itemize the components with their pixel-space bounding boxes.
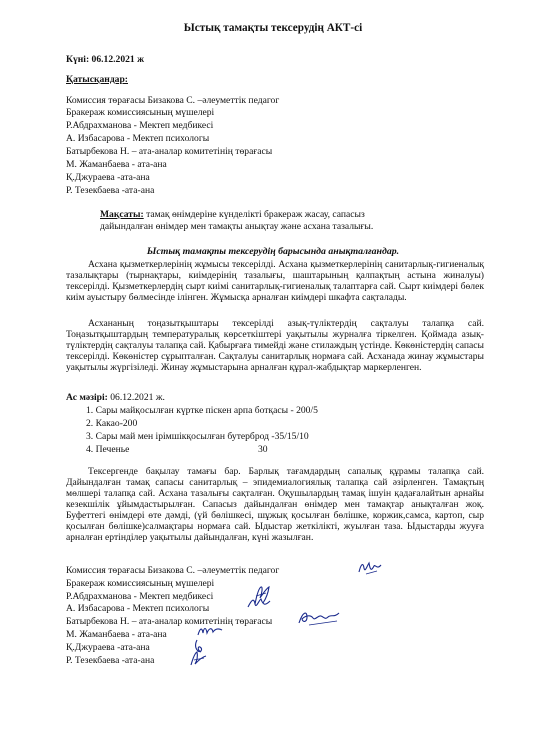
signature-izbasarova	[246, 595, 272, 611]
signatory-line: Р.Абдрахманова - Мектеп медбикесі	[66, 591, 214, 602]
purpose-text-1: тамақ өнімдеріне күнделікті бракераж жасау, сапасыз	[143, 209, 365, 220]
menu-item: 3. Сары май мен ірімшікқосылған бутерброд -35/15/10	[86, 431, 309, 442]
participant-line: Р.Абдрахманова - Мектеп медбикесі	[66, 120, 214, 131]
signature-bizakova	[357, 560, 383, 576]
storage-paragraph: Асхананың тоңазытқыштары тексерілді азық-түліктердің сақталуы талапқа сай. Тоңазытқыштардың температуралық көрсеткіштері уақытылы журналға тіркелген. Қоймада азық-түліктердің сақталуы талапқа сай. Қабырғаға тимейді және стилаждың үстінде. Көкөністердің сапасы тексерілді. Көкөністер сұрыпталған. Сақталуы санитарлық нормаға сай. Асханада жинау жұмыстары уақытылы жүргізіледі. Жинау жұмыстарына арналған құрал-жабдықтар маркерленген.	[66, 318, 484, 373]
signatory-line: Батырбекова Н. – ата-аналар комитетінің төрағасы	[66, 616, 273, 627]
menu-date: 06.12.2021 ж.	[107, 392, 165, 403]
signatory-line: Қ.Джураева -ата-ана	[66, 642, 150, 653]
document-date: Күні: 06.12.2021 ж	[66, 54, 145, 65]
signature-zhamanbaeva	[196, 622, 224, 638]
findings-subtitle: Ыстық тамақты тексерудің барысында анықталғандар.	[146, 246, 400, 257]
participant-line: Комиссия төрағасы Бизакова С. –әлеуметтік педагог	[66, 95, 280, 106]
participant-line: Қ.Джураева -ата-ана	[66, 172, 150, 183]
participant-line: Батырбекова Н. – ата-аналар комитетінің төрағасы	[66, 146, 273, 157]
staff-paragraph: Асхана қызметкерлерінің жұмысы тексерілді. Асхана қызметкерлерінің санитарлық-гигиеналық тазалықтары (тырнақтары, киімдерінің тазалығы, шаштарының қалпақтың астына жиналуы) тексерілді. Қызметкерлердің сырт киімі санитарлық-гигиеналық талаптарға сай. Сырт киімдері бөлек киім ауыстыру бөлмесінде ілінген. Жұмысқа арналған киімдері шкафта сақталады.	[66, 259, 484, 303]
document-title: Ыстық тамақты тексерудің АКТ-сі	[183, 22, 363, 34]
signatory-line: Комиссия төрағасы Бизакова С. –әлеуметтік педагог	[66, 565, 280, 576]
participant-line: Р. Тезекбаева -ата-ана	[66, 185, 155, 196]
menu-item: 4. Печенье	[86, 444, 130, 455]
signature-tezekbaeva	[188, 650, 210, 668]
menu-item: 1. Сары майқосылған күртке піскен арпа ботқасы - 200/5	[86, 405, 318, 416]
participant-line: М. Жаманбаева - ата-ана	[66, 159, 167, 170]
signatory-line: М. Жаманбаева - ата-ана	[66, 629, 167, 640]
signatory-line: Бракераж комиссиясының мүшелері	[66, 578, 215, 589]
signature-batyrbekova	[297, 609, 341, 627]
purpose-label: Мақсаты:	[100, 209, 144, 220]
menu-item-quantity: 30	[258, 444, 268, 455]
signatory-line: Р. Тезекбаева -ата-ана	[66, 655, 155, 666]
conclusion-paragraph: Тексергенде бақылау тамағы бар. Барлық тағамдардың сапалық құрамы талапқа сай. Дайындалған тамақ сапасы санитарлық – эпидемиалогиялық талапқа сай әзірленген. Тамақтың мөлшері талапқа сай. Асхана тазалығы сақталған. Оқушылардың тамақ ішуін қадағалайтын арнайы кезекшілік ұйымдастырылған. Сапасыз дайындалған өнімдер мен тамақтар анықталған жоқ. Буфеттегі өнімдері өте дәмді, (үй бөлішкесі, шұжық қосылған бөлішке, коржик,самса, картоп, сыр қосылған бөлішке)салмақтары нормаға сай. Ыдыстар жеткілікті, жуылған таза. Ыдыстарды жууға арналған ертінділер уақытылы дайындалған, күні жазылған.	[66, 466, 484, 543]
purpose-line-1	[100, 209, 365, 220]
menu-heading	[66, 392, 165, 403]
signatory-line: А. Избасарова - Мектеп психологы	[66, 603, 210, 614]
participants-heading: Қатысқандар:	[66, 74, 128, 85]
purpose-line-2: дайындалған өнімдер мен тамақты анықтау және асхана тазалығы.	[100, 221, 374, 232]
menu-label: Ас мәзірі:	[66, 392, 108, 403]
participant-line: А. Избасарова - Мектеп психологы	[66, 133, 210, 144]
participant-line: Бракераж комиссиясының мүшелері	[66, 107, 215, 118]
menu-item: 2. Какао-200	[86, 418, 138, 429]
